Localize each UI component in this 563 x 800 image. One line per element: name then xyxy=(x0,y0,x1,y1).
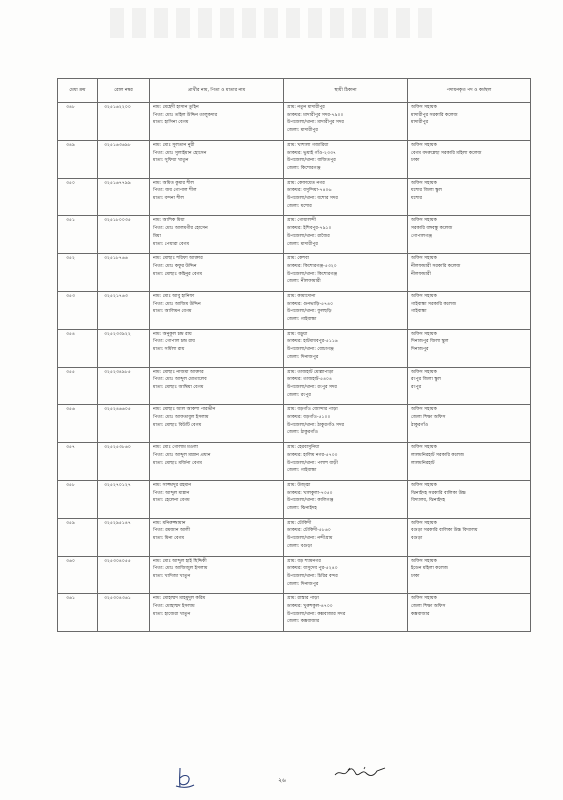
cell-posting xyxy=(408,254,531,292)
address-line: গ্রাম: গোয়ালন্দী xyxy=(287,218,316,224)
address-line: উপজেলা/থানা: ঠাকুরগাঁও সদর xyxy=(287,422,345,428)
table-row xyxy=(58,518,531,556)
table-row xyxy=(58,556,531,594)
cell-posting xyxy=(408,103,531,141)
cell-posting xyxy=(408,367,531,405)
name-line: নাম: অমিত কুমার শীল xyxy=(153,180,194,186)
address-line: জেলা: কিশোরগঞ্জ xyxy=(287,165,321,171)
table-row xyxy=(58,140,531,178)
cell-roll-number: ৩২৫২৯৫১৪৭ xyxy=(98,518,150,556)
posting-line: অফিস সহায়ক xyxy=(411,256,437,262)
address-line: ডাকঘর: বড়গাঁও-৫১০০ xyxy=(287,415,331,421)
cell-merit-rank: ৩৫৭ xyxy=(58,443,98,481)
posting-line: অফিস সহায়ক xyxy=(411,407,437,413)
name-line: পিতা: মোঃ আজিম উদ্দিন xyxy=(153,301,201,307)
name-line: মাতা: সর্মিলা রায় xyxy=(153,347,185,353)
posting-line: অফিস সহায়ক xyxy=(411,558,437,564)
posting-line: বগুড়া xyxy=(411,536,423,542)
posting-line: ঢাকা xyxy=(411,158,420,164)
address-line: জেলা: নীলফামারী xyxy=(287,279,321,285)
posting-line: নীলফামারী xyxy=(411,271,431,277)
table-row xyxy=(58,254,531,292)
name-line: পিতা: গোপাল চন্দ্র রায় xyxy=(153,339,195,345)
name-line: নাম: মনিরুজ্জামান xyxy=(153,520,186,526)
name-line: পিতা: মোঃ তহিল উদ্দিন তালুকদার xyxy=(153,112,218,118)
posting-line: জেলা শিক্ষা অফিস xyxy=(411,604,446,610)
table-row xyxy=(58,178,531,216)
page-number: ২৬ xyxy=(278,777,286,784)
cell-posting xyxy=(408,594,531,632)
table-header-row xyxy=(58,79,531,103)
initial-signature xyxy=(174,766,196,790)
address-line: ডাকঘর: বসুন্দিয়া-৭৪০৬ xyxy=(287,188,332,194)
cell-candidate-names xyxy=(150,367,284,405)
address-line: ডাকঘর: বাসুদেব পুর-৫২৪০ xyxy=(287,566,338,572)
cell-candidate-names xyxy=(150,594,284,632)
posting-line: দিনাজপুর জিলা স্কুল xyxy=(411,339,449,345)
cell-permanent-address xyxy=(284,443,408,481)
posting-line: অফিস সহায়ক xyxy=(411,369,437,375)
address-line: উপজেলা/থানা: রাজৈর xyxy=(287,233,330,239)
cell-permanent-address xyxy=(284,518,408,556)
posting-line: অফিস সহায়ক xyxy=(411,596,437,602)
table-row xyxy=(58,291,531,329)
cell-permanent-address xyxy=(284,480,408,518)
table-row xyxy=(58,367,531,405)
address-line: ডাকঘর: ইশিবপুর-৭৯১০ xyxy=(287,226,332,232)
address-line: উপজেলা/থানা: নন্দীগ্রাম xyxy=(287,536,333,542)
address-line: জেলা: মাদারীপুর xyxy=(287,128,318,134)
address-line: উপজেলা/থানা: যশোর সদর xyxy=(287,196,338,201)
cell-merit-rank: ৩৫৪ xyxy=(58,329,98,367)
header-address: স্থায়ী ঠিকানা xyxy=(284,79,408,103)
table-row xyxy=(58,405,531,443)
cell-candidate-names xyxy=(150,103,284,141)
cell-posting xyxy=(408,405,531,443)
cell-candidate-names xyxy=(150,405,284,443)
posting-line: নীলফামারী সরকারি কলেজ xyxy=(411,263,461,269)
header-merit: মেধা ক্রম xyxy=(58,79,98,103)
name-line: নাম: মোঃ গোলাম মওলা xyxy=(153,445,198,451)
table-row xyxy=(58,103,531,141)
posting-line: বিদ্যালয়, ঝিনাইদহ xyxy=(411,498,446,504)
posting-line: যশোর xyxy=(411,196,423,201)
address-line: গ্রাম: খাশালা গজারিয়া xyxy=(287,142,329,148)
cell-roll-number: ৩২৫২৭০১২৭ xyxy=(98,480,150,518)
name-line: মাতা: সুফিয়া খাতুন xyxy=(153,158,189,164)
posting-line: যশোর জিলা স্কুল xyxy=(411,188,442,194)
header-roll: রোল নম্বর xyxy=(98,79,150,103)
posting-line: অফিস সহায়ক xyxy=(411,293,437,299)
address-line: জেলা: যশোর xyxy=(287,203,312,209)
cell-candidate-names xyxy=(150,518,284,556)
cell-permanent-address xyxy=(284,594,408,632)
name-line: মাতা: বন্দনা শীল xyxy=(153,196,184,201)
cell-posting xyxy=(408,443,531,481)
name-line: মাতা: হেলেনা বেগম xyxy=(153,498,190,504)
cell-roll-number: ৩২৫২৪৬৬০৫ xyxy=(98,405,150,443)
cell-merit-rank: ৩৪৮ xyxy=(58,103,98,141)
address-line: গ্রাম: হেরবাসুনিয়া xyxy=(287,445,320,451)
posting-line: রংপুর জিলা স্কুল xyxy=(411,377,441,383)
cell-posting xyxy=(408,480,531,518)
header-name: প্রার্থীর নাম, পিতা ও মাতার নাম xyxy=(150,79,284,103)
address-line: ডাকঘর: খালকুলা-৭৩৫০ xyxy=(287,490,333,496)
address-line: জেলা: দিনাজপুর xyxy=(287,581,319,587)
cell-posting xyxy=(408,518,531,556)
cell-permanent-address xyxy=(284,140,408,178)
name-line: নাম: সাজ্জাদুর রহমান xyxy=(153,482,192,488)
cell-candidate-names xyxy=(150,140,284,178)
posting-line: গাইবান্ধা সরকারি কলেজ xyxy=(411,301,457,307)
address-line: ডাকঘর: কিশোরগঞ্জ-৫৩২০ xyxy=(287,263,337,269)
name-line: মাতা: মোছাঃ আম্বিয়া বেগম xyxy=(153,384,204,390)
cell-merit-rank: ৩৫১ xyxy=(58,216,98,254)
posting-line: মাদারীপুর xyxy=(411,120,429,126)
cell-candidate-names xyxy=(150,291,284,329)
address-line: উপজেলা/থানা: রংপুর সদর xyxy=(287,384,337,390)
name-line: নাম: আশিক মিয়া xyxy=(153,218,185,224)
address-line: উপজেলা/থানা: চিরির বন্দর xyxy=(287,573,338,579)
posting-line: জেলা শিক্ষা অফিস xyxy=(411,415,446,421)
cell-roll-number: ৩২৫১৮০০৩৫ xyxy=(98,216,150,254)
cell-posting xyxy=(408,216,531,254)
address-line: ডাকঘর: চৌকিদী-৫৮৬০ xyxy=(287,528,331,534)
cell-merit-rank: ৩৬১ xyxy=(58,594,98,632)
cell-candidate-names xyxy=(150,178,284,216)
address-line: উপজেলা/থানা: বোচাগঞ্জ xyxy=(287,347,334,353)
cell-merit-rank: ৩৫৫ xyxy=(58,367,98,405)
address-line: গ্রাম: বড় শ্যামনগর xyxy=(287,558,321,564)
name-line: পিতা: মোহাম্মদ ইসলাম xyxy=(153,604,195,610)
name-line: নাম: মোঃ আব্দুল হাই ছিদ্দিকী xyxy=(153,558,207,564)
name-line: মাতা: মিনা বেগম xyxy=(153,536,185,542)
name-line: পিতা: আব্দুল মান্নান xyxy=(153,490,190,496)
address-line: জেলা: ঠাকুরগাঁও xyxy=(287,430,318,436)
cell-posting xyxy=(408,556,531,594)
posting-line: অফিস সহায়ক xyxy=(411,218,437,224)
address-line: গ্রাম: বড়ুয়া xyxy=(287,331,308,337)
address-line: জেলা: গাইবান্ধা xyxy=(287,468,317,474)
posting-line: অফিস সহায়ক xyxy=(411,482,437,488)
header-posting: পদায়নকৃত পদ ও কর্মস্থল xyxy=(408,79,531,103)
address-line: গ্রাম: কেফায়েত নগর xyxy=(287,180,325,186)
table-row xyxy=(58,329,531,367)
address-line: উপজেলা/থানা: মাদারীপুর সদর xyxy=(287,120,344,126)
name-line: মিয়া xyxy=(153,233,161,239)
name-line: নাম: মোছাঃ আল আকশা পারভীন xyxy=(153,407,216,413)
address-line: উপজেলা/থানা: বাজিতপুর xyxy=(287,158,336,164)
posting-line: বেগম বদরুন্নেছা সরকারি মহিলা কলেজ xyxy=(411,150,482,156)
cell-merit-rank: ৩৬০ xyxy=(58,556,98,594)
cell-merit-rank: ৩৫৬ xyxy=(58,405,98,443)
address-line: জেলা: কক্সবাজার xyxy=(287,619,320,625)
posting-line: মাদারীপুর সরকারি কলেজ xyxy=(411,112,458,118)
address-line: উপজেলা/থানা: ফুলছড়ি xyxy=(287,309,332,315)
cell-roll-number: ৩২৫১৬৭৭৯৯ xyxy=(98,178,150,216)
address-line: উপজেলা/থানা: কক্সবাজার সদর xyxy=(287,611,346,617)
cell-roll-number: ৩২৫২৩৪৯৮৫ xyxy=(98,367,150,405)
name-line: নাম: মোঃ সুলতান নুরী xyxy=(153,142,195,148)
address-line: গ্রাম: বড়গাঁও জোন্দার পাড়া xyxy=(287,407,338,413)
name-line: নাম: মোছাঃ নাজমা আক্তার xyxy=(153,369,204,375)
cell-candidate-names xyxy=(150,480,284,518)
name-line: মাতা: মোছাঃ বিউটি বেগম xyxy=(153,422,202,428)
address-line: ডাকঘর: ভুয়াই গাঁও-২৩৩৭ xyxy=(287,150,336,156)
posting-line: রংপুর xyxy=(411,384,422,390)
posting-line: কক্সবাজার xyxy=(411,611,430,617)
cell-permanent-address xyxy=(284,329,408,367)
cell-merit-rank: ৩৫৯ xyxy=(58,518,98,556)
address-line: গ্রাম: রাস্তার পাড়া xyxy=(287,596,319,602)
name-line: মাতা: মোছাঃ কহিনুর বেগম xyxy=(153,271,203,277)
address-line: ডাকঘর: হাটমাধবপুর-৫১১৬ xyxy=(287,339,338,345)
cell-merit-rank: ৩৫২ xyxy=(58,254,98,292)
name-line: নাম: মোছাঃ শরিফা আক্তার xyxy=(153,256,203,262)
name-line: পিতা: মোঃ সুলাইমান হোসেন xyxy=(153,150,207,156)
address-line: ডাকঘর: খুরুশকুল-৪৭০০ xyxy=(287,604,333,610)
table-row xyxy=(58,216,531,254)
posting-line: অফিস সহায়ক xyxy=(411,142,437,148)
cell-roll-number: ৩২৫৩০৪৩৬১ xyxy=(98,594,150,632)
name-line: মাতা: পেয়ারা বেগম xyxy=(153,241,189,247)
address-line: জেলা: বগুড়া xyxy=(287,543,312,549)
address-line: গ্রাম: নতুন মাদারীপুর xyxy=(287,105,325,110)
address-line: জেলা: দিনাজপুর xyxy=(287,354,319,360)
address-line: উপজেলা/থানা: কালিগঞ্জ xyxy=(287,498,334,504)
merit-list-table xyxy=(57,78,531,632)
name-line: নাম: মোহাম্মদ মাহমুদুল করিম xyxy=(153,596,206,602)
name-line: পিতা: মোঃ আব্দুল মোতালেব xyxy=(153,377,207,383)
faded-header-shadow xyxy=(110,8,440,38)
posting-line: অফিস সহায়ক xyxy=(411,180,437,186)
address-line: জেলা: রংপুর xyxy=(287,392,311,398)
name-line: মাতা: হাজেরা খাতুন xyxy=(153,611,191,617)
cell-candidate-names xyxy=(150,216,284,254)
table-body xyxy=(58,103,531,632)
cell-posting xyxy=(408,291,531,329)
address-line: গ্রাম: কেশবা xyxy=(287,256,310,262)
address-line: ডাকঘর: গুনভাড়ি-৫৭৪০ xyxy=(287,301,334,307)
name-line: পিতা: জয় গোপাল শীল xyxy=(153,188,197,194)
cell-candidate-names xyxy=(150,254,284,292)
posting-line: ঠাকুরগাঁও xyxy=(411,422,429,428)
posting-line: ইডেন মহিলা কলেজ xyxy=(411,566,448,572)
address-line: জেলা: মাদারীপুর xyxy=(287,241,318,247)
cell-permanent-address xyxy=(284,556,408,594)
cell-merit-rank: ৩৫০ xyxy=(58,178,98,216)
officer-signature xyxy=(334,765,386,779)
posting-line: লালমনিরহাট xyxy=(411,460,435,466)
cell-permanent-address xyxy=(284,291,408,329)
name-line: মাতা: আলিমন বেগম xyxy=(153,309,192,315)
address-line: উপজেলা/থানা: পলাশ বাড়ী xyxy=(287,460,338,466)
cell-permanent-address xyxy=(284,254,408,292)
name-line: নাম: মোঃ আবু হানিফা xyxy=(153,293,195,299)
posting-line: গোপালগঞ্জ xyxy=(411,233,433,239)
name-line: মাতা: মোছাঃ মর্জিনা বেগম xyxy=(153,460,202,466)
cell-permanent-address xyxy=(284,103,408,141)
cell-roll-number: ৩২৫১৬২২০০ xyxy=(98,103,150,141)
cell-posting xyxy=(408,178,531,216)
cell-merit-rank: ৩৫৩ xyxy=(58,291,98,329)
address-line: জেলা: গাইবান্ধা xyxy=(287,317,317,323)
name-line: মাতা: হাসিনা বেগম xyxy=(153,120,189,126)
cell-roll-number: ৩২৫২৩৩৯২২ xyxy=(98,329,150,367)
cell-roll-number: ৩২৫১৬৩৬৯৮ xyxy=(98,140,150,178)
address-line: গ্রাম: কামাদোনা xyxy=(287,293,316,299)
name-line: পিতা: রমজান আলী xyxy=(153,528,191,534)
posting-line: সরকারি বঙ্গবন্ধু কলেজ xyxy=(411,226,453,232)
address-line: গ্রাম: তাজহাট মোল্লাপাড়া xyxy=(287,369,334,375)
cell-posting xyxy=(408,329,531,367)
cell-permanent-address xyxy=(284,178,408,216)
posting-line: অফিস সহায়ক xyxy=(411,520,437,526)
cell-roll-number: ৩২৫৩০৪০৫৫ xyxy=(98,556,150,594)
name-line: মাতা: খাদিজা খাতুন xyxy=(153,573,191,579)
cell-merit-rank: ৩৪৯ xyxy=(58,140,98,178)
posting-line: দিনাজপুর xyxy=(411,347,429,353)
name-line: পিতা: মোঃ আফতাবুল ইসলাম xyxy=(153,415,209,421)
cell-candidate-names xyxy=(150,329,284,367)
posting-line: লালমনিরহাট সরকারি কলেজ xyxy=(411,452,465,458)
cell-permanent-address xyxy=(284,367,408,405)
cell-candidate-names xyxy=(150,443,284,481)
table-row xyxy=(58,480,531,518)
cell-roll-number: ৩২৫২৫৩৮৬০ xyxy=(98,443,150,481)
cell-merit-rank: ৩৫৮ xyxy=(58,480,98,518)
posting-line: অফিস সহায়ক xyxy=(411,445,437,451)
posting-line: বগুড়া সরকারি বালিকা উচ্চ বিদ্যালয় xyxy=(411,528,478,534)
cell-roll-number: ৩২৫১৮৭৬৬ xyxy=(98,254,150,292)
name-line: নাম: অনুকূল চন্দ্র রায় xyxy=(153,331,192,337)
cell-permanent-address xyxy=(284,216,408,254)
cell-roll-number: ৩২৫২১৭৬৩ xyxy=(98,291,150,329)
posting-line: গাইবান্ধা xyxy=(411,309,427,315)
address-line: জেলা: ঝিনাইদহ xyxy=(287,506,317,512)
address-line: উপজেলা/থানা: কিশোরগঞ্জ xyxy=(287,271,338,277)
address-line: ডাকঘর: তাজহাট-৫৪০৪ xyxy=(287,377,333,383)
address-line: গ্রাম: চৌকিদী xyxy=(287,520,312,526)
posting-line: ঝিনাইদহ সরকারি বালিকা উচ্চ xyxy=(411,490,466,496)
address-line: ডাকঘর: হালিম নগর-৫৭০০ xyxy=(287,452,338,458)
address-line: ডাকঘর: মাদারীপুর সদর-৭৯০০ xyxy=(287,112,344,118)
name-line: নাম: মেহেদী হাসান তুহিন xyxy=(153,105,199,110)
table-row xyxy=(58,443,531,481)
posting-line: অফিস সহায়ক xyxy=(411,105,437,110)
cell-permanent-address xyxy=(284,405,408,443)
posting-line: অফিস সহায়ক xyxy=(411,331,437,337)
name-line: পিতা: মোঃ আব্দুল মান্নান প্রধান xyxy=(153,452,211,458)
cell-candidate-names xyxy=(150,556,284,594)
name-line: পিতা: মোঃ আজিজুল ইসলাম xyxy=(153,566,208,572)
cell-posting xyxy=(408,140,531,178)
table-row xyxy=(58,594,531,632)
name-line: পিতা: মোঃ কফুর উদ্দিন xyxy=(153,263,197,269)
name-line: পিতা: মোঃ আলমগীর হোসেন xyxy=(153,226,208,232)
address-line: গ্রাম: উজ্জ্বা xyxy=(287,482,311,488)
posting-line: ঢাকা xyxy=(411,573,420,579)
